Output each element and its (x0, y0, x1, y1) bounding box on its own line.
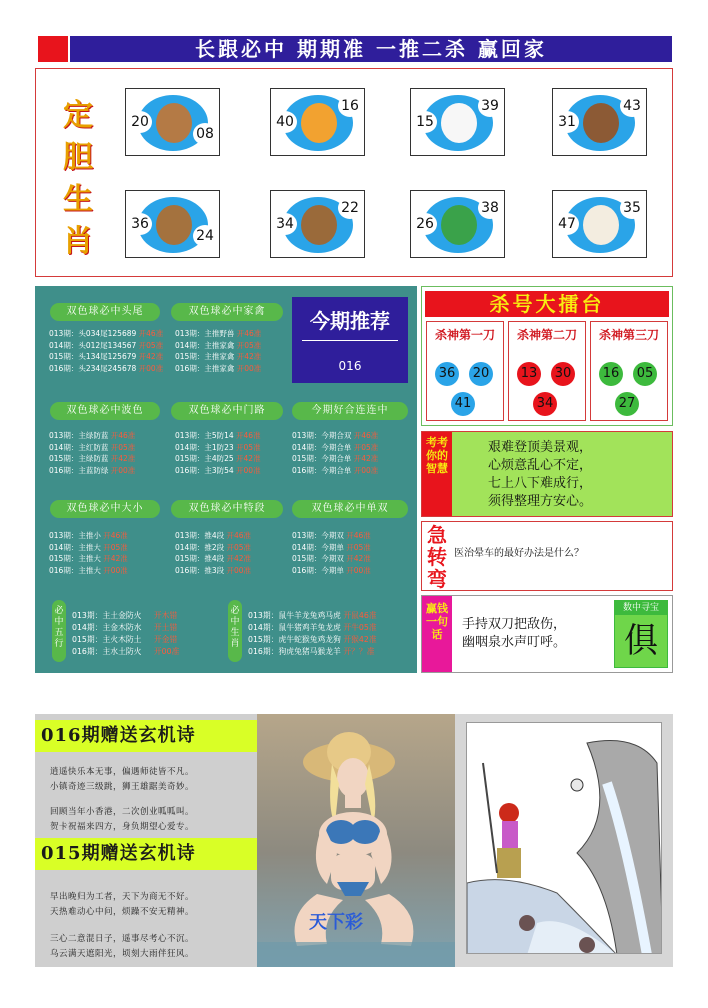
odd-even-title: 双色球必中单双 (292, 500, 408, 518)
zodiac-number: 35 (620, 197, 644, 219)
monkey-icon (301, 205, 337, 245)
kill-number-ball: 36 (435, 362, 459, 386)
wave-color-title: 双色球必中波色 (50, 402, 160, 420)
zodiac-number: 47 (555, 213, 579, 235)
special-segment-rows: 013期：推4段 开46准 014期：推2段 开05准 015期：推4段 开42准 016期：推3段 开00准 (175, 531, 252, 575)
kill-number-ball: 41 (451, 392, 475, 416)
zodiac-number: 15 (413, 111, 437, 133)
kill-number-ball: 16 (599, 362, 623, 386)
zodiac-number: 26 (413, 213, 437, 235)
poem-015-line: 乌云满天遮阳光，顷刻大雨伴狂风。 (50, 949, 195, 959)
zodiac-number: 40 (273, 111, 297, 133)
zodiac-title: 定 胆 生 肖 (63, 98, 93, 259)
zodiac-number: 31 (555, 111, 579, 133)
header-title: 长跟必中 期期准 一推二杀 赢回家 (70, 36, 672, 62)
zodiac-number: 20 (128, 111, 152, 133)
kill-number-ball: 20 (469, 362, 493, 386)
treasure-box (614, 600, 668, 668)
recommend-box (292, 297, 408, 383)
zodiac-number: 16 (338, 95, 362, 117)
zodiac-number: 08 (193, 123, 217, 145)
wisdom-panel (421, 431, 673, 517)
poem-015-line: 三心二意混日子，遥事尽考心不沉。 (50, 934, 195, 944)
saying-label: 赢钱一句话 (422, 596, 452, 672)
zodiac-cell-pig (552, 88, 647, 156)
header-red-block (38, 36, 68, 62)
riddle-label: 急转弯 (427, 523, 447, 591)
zodiac-cell-ox (125, 190, 220, 258)
zodiac-number: 43 (620, 95, 644, 117)
zodiac-number: 38 (478, 197, 502, 219)
zodiac-number: 22 (338, 197, 362, 219)
odd-even-rows: 013期：今期双 开46准 014期：今期单 开05准 015期：今期双 开42准 016期：今期单 开00准 (292, 531, 371, 575)
zodiac-cell-goat (552, 190, 647, 258)
poem-016-title: 016期赠送玄机诗 (35, 720, 257, 752)
recommend-title: 今期推荐 (310, 309, 390, 333)
cartoon-image (466, 722, 662, 954)
goat-icon (583, 205, 619, 245)
kill-knife-title: 杀神第一刀 (434, 328, 495, 342)
dragon-icon (441, 205, 477, 245)
rabbit-icon (441, 103, 477, 143)
zodiac-cell-monkey (270, 190, 365, 258)
tiger-icon (301, 103, 337, 143)
shengxiao-rows: 013期：鼠牛羊龙兔鸡马虎 开鼠46准 014期：鼠牛猪鸡羊兔龙虎 开牛05准 015期：虎牛蛇猴兔鸡龙狗 开猴42准 016期：狗虎兔猪马猴龙羊 开？？准 (248, 611, 377, 656)
kill-knife-3 (590, 321, 668, 421)
saying-panel (421, 595, 673, 673)
kill-title: 杀号大擂台 (425, 291, 669, 317)
gate-path-rows: 013期：主5防14 开46准 014期：主1防23 开05准 015期：主4防25 开42准 016期：主3防54 开00准 (175, 431, 261, 475)
kill-knife-1 (426, 321, 504, 421)
kill-number-ball: 30 (551, 362, 575, 386)
dog-icon (156, 103, 192, 143)
wuxing-rows: 013期：主土金防火 开木错 014期：主金木防水 开土错 015期：主火木防土 开金错 016期：主水土防火 开00准 (72, 611, 180, 656)
zodiac-cell-dog (125, 88, 220, 156)
wisdom-text: 艰难登顶美景观， 心烦意乱心不定， 七上八下难成行， 须得整理方安心。 (488, 440, 593, 509)
photo-illustration (257, 714, 455, 967)
treasure-char: 俱 (615, 615, 667, 667)
shengxiao-label: 必中生肖 (228, 600, 242, 662)
head-tail-title: 双色球必中头尾 (50, 303, 160, 321)
big-small-rows: 013期：主推小 开46准 014期：主推大 开05准 015期：主推大 开42准 016期：主推大 开00准 (49, 531, 128, 575)
pig-icon (583, 103, 619, 143)
kill-knife-2 (508, 321, 586, 421)
watermark-text: 天下彩 (309, 912, 363, 933)
kill-number-ball: 13 (517, 362, 541, 386)
wisdom-label: 考考你的智慧 (422, 432, 452, 516)
ox-icon (156, 205, 192, 245)
zodiac-number: 34 (273, 213, 297, 235)
riddle-text: 医治晕车的最好办法是什么？ (454, 548, 584, 559)
poem-015-line: 天热难动心中问，烦躁不安无精神。 (50, 907, 195, 917)
zodiac-number: 39 (478, 95, 502, 117)
poem-015-line: 早出晚归为工者，天下为商无不好。 (50, 892, 195, 902)
combo-title: 今期好合连连中 (292, 402, 408, 420)
zodiac-cell-rabbit (410, 88, 505, 156)
saying-text: 手持双刀把敌伤， 幽咽泉水声叮呼。 (462, 617, 567, 650)
zodiac-cell-tiger (270, 88, 365, 156)
gate-path-title: 双色球必中门路 (171, 402, 283, 420)
poem-015-title: 015期赠送玄机诗 (35, 838, 257, 870)
recommend-value: 016 (338, 359, 362, 373)
head-tail-rows: 013期：头034尾125689 开46准 014期：头012尾134567 开05准 015期：头134尾125679 开42准 016期：头234尾245678 开00准 (49, 329, 164, 373)
poem-016-line: 逍遥快乐本无事，偏遇师徒皆不凡。 (50, 767, 195, 777)
poultry-rows: 013期：主推野兽 开46准 014期：主推家禽 开05准 015期：主推家禽 开42准 016期：主推家禽 开00准 (175, 329, 262, 373)
treasure-label: 数中寻宝 (615, 601, 667, 615)
kill-number-ball: 34 (533, 392, 557, 416)
poem-016-line: 回顾当年小香港，二次创业呱呱叫。 (50, 807, 195, 817)
wuxing-label: 必中五行 (52, 600, 66, 662)
poultry-title: 双色球必中家禽 (171, 303, 283, 321)
special-segment-title: 双色球必中特段 (171, 500, 283, 518)
combo-rows: 013期：今期合双 开46准 014期：今期合单 开05准 015期：今期合单 开42准 016期：今期合单 开00准 (292, 431, 379, 475)
big-small-title: 双色球必中大小 (50, 500, 160, 518)
riddle-panel (421, 521, 673, 591)
kill-number-ball: 05 (633, 362, 657, 386)
photo-image (257, 714, 455, 967)
kill-number-ball: 27 (615, 392, 639, 416)
kill-knife-title: 杀神第二刀 (516, 328, 577, 342)
wave-color-rows: 013期：主绿防蓝 开46准 014期：主红防蓝 开05准 015期：主绿防蓝 开42准 016期：主蓝防绿 开00准 (49, 431, 136, 475)
zodiac-cell-dragon (410, 190, 505, 258)
cartoon-illustration (467, 723, 662, 954)
zodiac-number: 24 (193, 225, 217, 247)
kill-knife-title: 杀神第三刀 (598, 328, 659, 342)
poem-016-line: 贺卡祝福来四方，身负期望心爱专。 (50, 822, 195, 832)
zodiac-number: 36 (128, 213, 152, 235)
poem-016-line: 小镇奇迹三级跳，狮王雄踞美奇妙。 (50, 782, 195, 792)
